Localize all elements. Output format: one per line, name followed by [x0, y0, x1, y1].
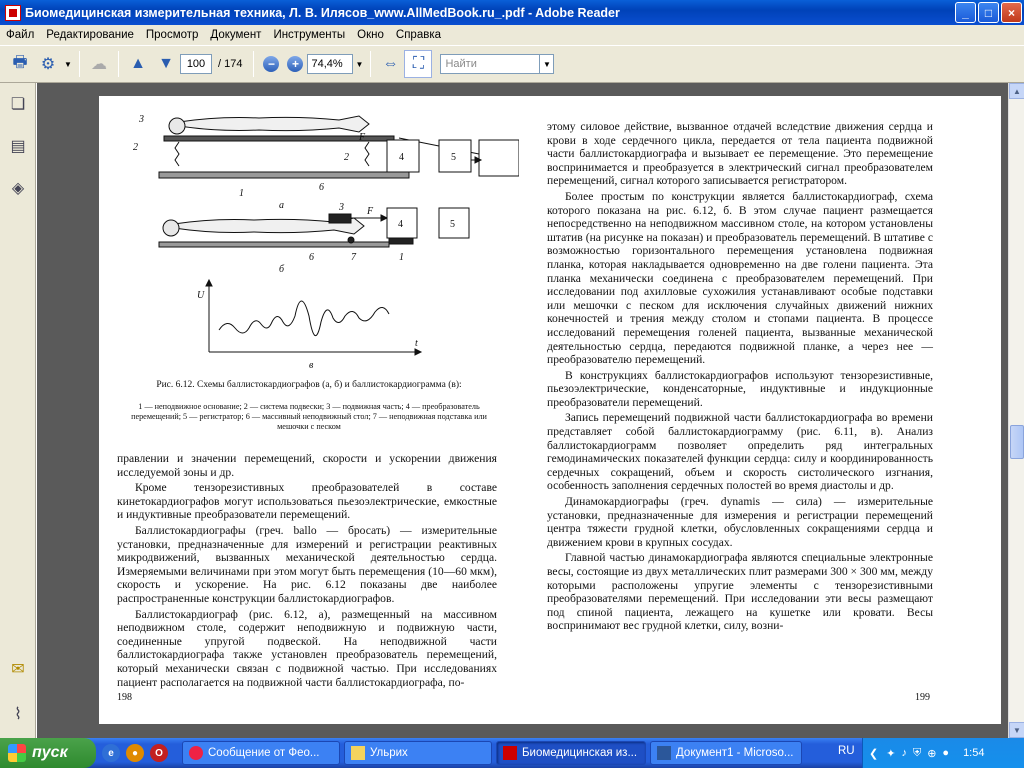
navigation-panel: [0, 83, 36, 738]
fig-label-a-2b: 2: [344, 152, 349, 163]
task-message[interactable]: [182, 741, 340, 765]
adobe-reader-icon: [5, 5, 21, 21]
document-area[interactable]: [37, 83, 1008, 738]
chrome-icon: [189, 746, 203, 760]
title-bar: [0, 0, 1024, 25]
chevron-down-icon[interactable]: ▼: [64, 59, 72, 69]
print-icon[interactable]: 🖶: [12, 53, 28, 71]
zoom-dropdown-icon[interactable]: ▼: [355, 59, 364, 69]
toolbar-divider: [370, 51, 371, 77]
figure-caption: Рис. 6.12. Схемы баллистокардиографов (а, б) и баллистокардиограмма (в):: [156, 380, 462, 390]
torrent-icon[interactable]: ●: [942, 747, 950, 759]
toolbar-divider: [253, 51, 254, 77]
attachments-icon[interactable]: ⌇: [14, 706, 22, 723]
find-input[interactable]: Найти: [440, 54, 540, 74]
fit-width-icon[interactable]: ⇔: [382, 55, 399, 72]
task-label: Ульрих: [370, 747, 408, 759]
fig-label-b-5: 5: [450, 219, 455, 230]
menu-window[interactable]: Окно: [357, 29, 384, 41]
comments-icon[interactable]: ✉: [11, 661, 25, 678]
task-label: Сообщение от Фео...: [208, 747, 320, 759]
task-folder[interactable]: [344, 741, 492, 765]
fig-axis-U: U: [197, 290, 205, 301]
paragraph: Запись перемещений подвижной части баллистокардиографа во времени представляет собой баллистокардиограмму (рис. 6.11, в). Анализ баллистокардиограмм позволяет определить ряд интегральных гемодинамических показателей функции сердца: силу и координированность сердечных сокращений, объем и скорость систолического изгнания, особенность заполнения сердечных полостей во время диастолы и др.: [547, 411, 933, 493]
fig-label-a-3: 3: [139, 114, 144, 125]
menu-document[interactable]: Документ: [210, 29, 262, 41]
menu-bar: [0, 25, 1024, 45]
ie-icon[interactable]: e: [102, 744, 120, 762]
fig-label-b-6: 6: [309, 252, 314, 263]
minimize-button[interactable]: _: [955, 2, 976, 23]
paragraph: Более простым по конструкции является баллистокардиограф, схема которого показана на рис. 6.12, б. В этом случае пациент размещается непосредственно на неподвижном массивном столе, на котором установлены штатив (на рисунке на показан) и преобразователь перемещений. В штативе с возможностью горизонтального перемещения установлена подвижная планка, которая накладывается одновременно на две голени пациента. Эта планка механически соединена с преобразователем перемещений. При исследовании под ахилловые сухожилия устанавливают особые подставки или мешочки с песком для исключения случайных движений нижних конечностей и трения между столом и стопами пациента. В процессе исследований перемещения голеней пациента, вызванные механической деятельностью сердца, передаются подвижной планке, а через нее — преобразователю перемещений.: [547, 189, 933, 367]
page-number-input[interactable]: 100: [180, 54, 212, 74]
task-label: Документ1 - Microso...: [676, 747, 794, 759]
paragraph: Баллистокардиографы (греч. ballo — бросать) — измерительные установки, предназначенные для измерений и регистрации реактивных микродвижений, вызванных механической деятельностью сердца. Измеряемыми величинами при этом могут быть перемещения (10—60 мкм), скорость и ускорение. На рис. 6.12 показаны две наиболее распространенные конструкции баллистокардиографов.: [117, 523, 497, 605]
language-indicator[interactable]: RU: [838, 745, 855, 757]
vertical-scrollbar[interactable]: [1008, 83, 1024, 738]
share-icon[interactable]: ⚙: [40, 56, 56, 73]
opera-icon[interactable]: O: [150, 744, 168, 762]
volume-icon[interactable]: ♪: [901, 747, 907, 759]
zoom-in-icon[interactable]: +: [287, 56, 303, 72]
menu-file[interactable]: Файл: [6, 29, 35, 41]
task-adobe-reader[interactable]: [496, 741, 646, 765]
figure-6-12: [119, 100, 519, 380]
sign-icon: ☁: [91, 56, 107, 73]
ballistocardiogram-plot: [206, 280, 421, 355]
fig-label-b-4: 4: [398, 219, 403, 230]
paragraph: Баллистокардиограф (рис. 6.12, а), размещенный на массивном неподвижном столе, содержит неподвижную и подвижную части, соединенные упругой подвеской. На неподвижной части баллистокардиографа также установлен преобразователь перемещений, который механически связан с подвижной частью. При исследованиях пациент располагается на подвижной части баллистокардиографа, по-: [117, 607, 497, 689]
menu-edit[interactable]: Редактирование: [46, 29, 134, 41]
taskbar: [0, 738, 1024, 768]
fig-label-a-4: 4: [399, 152, 404, 163]
paragraph: этому силовое действие, вызванное отдачей вследствие движения сердца и крови в ходе сердечного цикла, передается от тела пациента подвижной части баллистокардиографа и вызывает ее перемещение. Это перемещение воспринимается и преобразуется в электрический сигнал преобразователем перемещений, сигнал которого записывается регистратором.: [547, 120, 933, 188]
page-number-left: 198: [117, 692, 132, 703]
zoom-out-icon[interactable]: −: [263, 56, 279, 72]
window-title: Биомедицинская измерительная техника, Л. В. Илясов_www.AllMedBook.ru_.pdf - Adobe Reader: [25, 5, 620, 20]
figure-legend: 1 — неподвижное основание; 2 — система подвески; 3 — подвижная часть; 4 — преобразователь перемещений; 5 — регистратор; 6 — массивный неподвижный стол; 7 — неподвижная подставка или мешочки с песком: [131, 402, 487, 431]
paragraph: правлении и значении перемещений, скорости и ускорении движения исследуемой зоны и др.: [117, 452, 497, 479]
left-column: [117, 452, 497, 691]
task-word[interactable]: [650, 741, 802, 765]
menu-tools[interactable]: Инструменты: [273, 29, 346, 41]
word-icon: [657, 746, 671, 760]
layers-icon[interactable]: ◈: [11, 180, 25, 197]
fig-label-b-F: F: [367, 206, 374, 217]
ballistocardiograph-b: [159, 214, 413, 247]
maximize-button[interactable]: □: [978, 2, 999, 23]
scroll-thumb[interactable]: [1010, 425, 1024, 459]
fig-label-a-2: 2: [133, 142, 138, 153]
app-icon[interactable]: ●: [126, 744, 144, 762]
previous-page-icon[interactable]: ▲: [130, 55, 146, 72]
pages-icon[interactable]: ❏: [10, 96, 26, 113]
paragraph: Кроме тензорезистивных преобразователей в составе кинетокардиографов могут использоваться пьезоэлектрические, емкостные и индуктивные преобразователи перемещений.: [117, 481, 497, 522]
fig-label-b: б: [279, 264, 285, 275]
pdf-page-spread: [99, 96, 1001, 724]
zoom-input[interactable]: 74,4%: [307, 54, 353, 74]
clock: 1:54: [963, 747, 985, 759]
next-page-icon[interactable]: ▼: [158, 55, 174, 72]
start-button[interactable]: [0, 738, 96, 768]
update-icon[interactable]: ⊕: [927, 747, 937, 760]
fig-label-a-F: F: [359, 132, 366, 143]
toolbar: [0, 45, 1024, 83]
paragraph: Динамокардиографы (греч. dynamis — сила) — измерительные установки, предназначенные для измерения и регистрации перемещений центра тяжести грудной клетки, обусловленных сокращениями сердца и движением крови в крупных сосудах.: [547, 495, 933, 549]
toolbar-divider: [118, 51, 119, 77]
fig-label-a-6: 6: [319, 182, 324, 193]
tray-expand-icon[interactable]: ❮: [869, 747, 879, 760]
fig-label-a: а: [279, 200, 284, 211]
menu-help[interactable]: Справка: [395, 29, 442, 41]
paragraph: В конструкциях баллистокардиографов используют тензорезистивные, пьезоэлектрические, конденсаторные, индуктивные и индукционные преобразователи перемещений.: [547, 368, 933, 409]
close-button[interactable]: ×: [1001, 2, 1022, 23]
windows-flag-icon: [8, 744, 26, 762]
fig-label-a-5: 5: [451, 152, 456, 163]
find-dropdown-icon[interactable]: ▼: [540, 54, 554, 74]
fit-page-icon[interactable]: ⛶: [404, 50, 432, 78]
fig-label-b-7: 7: [351, 252, 356, 263]
fig-label-b-1: 1: [399, 252, 404, 263]
fig-label-b-3: 3: [339, 202, 344, 213]
network-icon[interactable]: ✦: [886, 747, 896, 760]
start-label: пуск: [32, 744, 68, 761]
fig-axis-t: t: [415, 338, 418, 349]
right-column: [547, 120, 933, 635]
page-number-right: 199: [915, 692, 930, 703]
paragraph: Главной частью динамокардиографа являются специальные электронные весы, состоящие из двух металлических плит размерами 300 × 300 мм, между которыми расположены упругие элементы с тензорезистивными преобразователями перемещений. При исследовании эти весы размещают под спиной пациента, лежащего на кушетке или кровати. Весы воспринимают вес грудной клетки, силу, возни-: [547, 551, 933, 633]
scroll-down-icon[interactable]: ▼: [1009, 722, 1024, 738]
folder-icon: [351, 746, 365, 760]
fig-label-a-1: 1: [239, 188, 244, 199]
bookmarks-icon[interactable]: ▤: [10, 138, 26, 155]
toolbar-divider: [79, 51, 80, 77]
fig-label-c: в: [309, 360, 314, 371]
system-tray: [862, 738, 1024, 768]
task-label: Биомедицинская из...: [522, 747, 638, 759]
total-pages: / 174: [218, 58, 243, 70]
security-icon[interactable]: ⛨: [912, 746, 922, 759]
scroll-up-icon[interactable]: ▲: [1009, 83, 1024, 99]
menu-view[interactable]: Просмотр: [145, 29, 199, 41]
pdf-icon: [503, 746, 517, 760]
